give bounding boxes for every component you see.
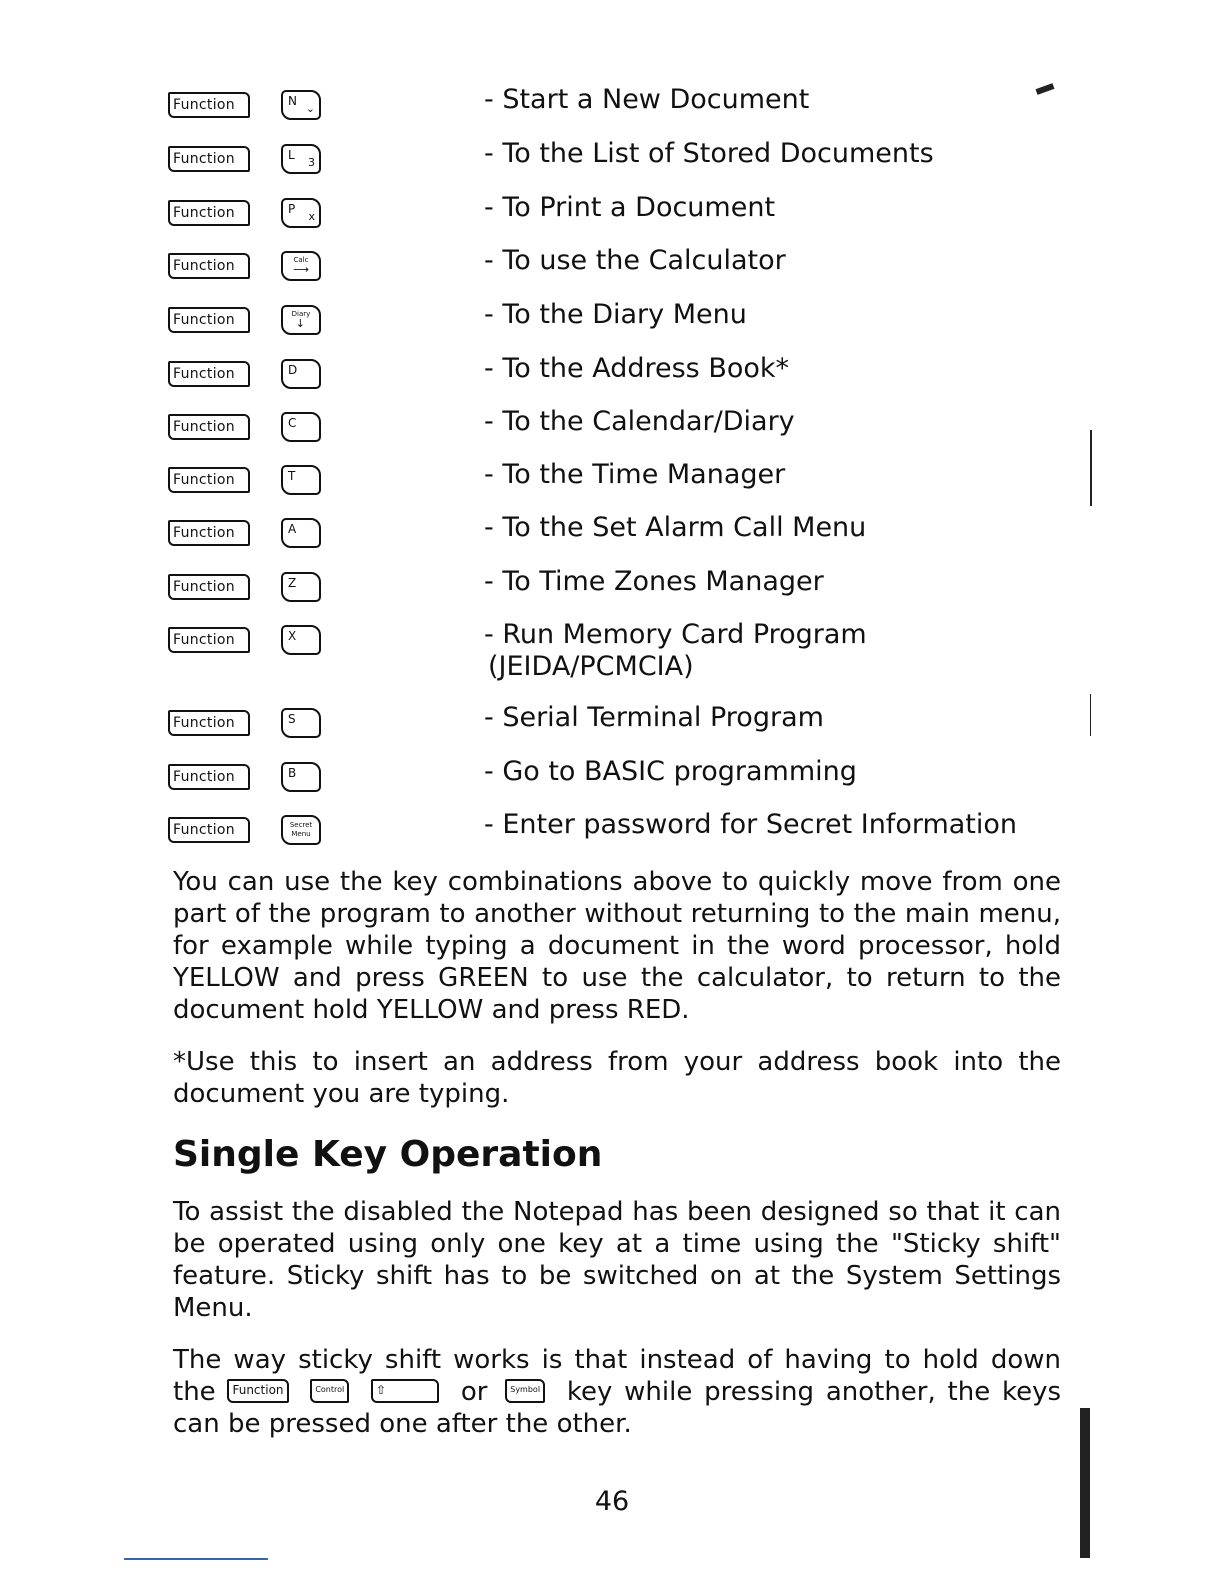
function-key: Function	[168, 414, 250, 440]
key-letter: X	[288, 629, 297, 643]
shortcut-row-address-book	[0, 353, 1224, 399]
shortcut-row-calendar	[0, 406, 1224, 452]
shortcut-description-line2: (JEIDA/PCMCIA)	[488, 651, 694, 682]
inline-or: or	[460, 1377, 488, 1407]
function-key: Function	[168, 627, 250, 653]
down-arrow-icon: ↓	[295, 317, 305, 330]
key-letter: S	[288, 712, 296, 726]
key-letter: L	[288, 148, 295, 162]
inline-control-key: Control	[310, 1379, 349, 1403]
key-letter: P	[288, 202, 296, 216]
inline-shift-key: ⇧	[371, 1379, 439, 1403]
scan-mark	[1090, 430, 1092, 506]
shortcut-description: - To Time Zones Manager	[484, 566, 824, 597]
scan-mark	[1090, 694, 1091, 736]
shortcut-row-print	[0, 192, 1224, 238]
para-text-end: key while pressing another, the keys can be pressed one after the other.	[173, 1377, 1062, 1439]
key-sub: x	[308, 210, 315, 223]
shortcut-row-memory-card	[0, 619, 1224, 695]
inline-function-key: Function	[227, 1379, 288, 1403]
key-label: Diary	[291, 310, 311, 318]
scan-mark	[1080, 1408, 1090, 1558]
shortcut-description: - Serial Terminal Program	[484, 702, 824, 733]
key-letter: A	[288, 522, 297, 536]
sticky-shift-how-paragraph	[173, 1344, 1061, 1440]
key-letter: B	[288, 766, 297, 780]
function-key: Function	[168, 253, 250, 279]
shortcut-row-time-manager	[0, 459, 1224, 505]
calc-key	[281, 251, 321, 281]
footnote-paragraph: *Use this to insert an address from your address book into the document you are typing.	[173, 1047, 1061, 1109]
scan-line	[124, 1558, 268, 1560]
function-key: Function	[168, 146, 250, 172]
shortcut-description: - To Print a Document	[484, 192, 776, 223]
page-number: 46	[594, 1486, 630, 1517]
sticky-shift-paragraph: To assist the disabled the Notepad has been designed so that it can be operated using only one key at a time using the "Sticky shift" feature. Sticky shift has to be switched on at the System Settings Menu.	[173, 1197, 1061, 1323]
a-key	[281, 518, 321, 548]
function-key: Function	[168, 307, 250, 333]
l-key	[281, 144, 321, 174]
shortcut-row-secret	[0, 809, 1224, 855]
para-text-start: The way sticky shift works is that instead of having to hold down the	[173, 1345, 1061, 1407]
key-letter: C	[288, 416, 297, 430]
shortcut-row-diary-menu	[0, 299, 1224, 345]
shortcut-row-calculator	[0, 245, 1224, 291]
arrow-icon: ⟶	[293, 263, 309, 276]
key-label: Secret Menu	[289, 821, 313, 838]
combo-info-paragraph: You can use the key combinations above to quickly move from one part of the program to another without returning to the main menu, for example while typing a document in the word processor, hold YELLOW and press GREEN to use the calculator, to return to the document hold YELLOW and press RED.	[173, 867, 1061, 1025]
shortcut-description: - Start a New Document	[484, 84, 810, 115]
shortcut-description: - To the Set Alarm Call Menu	[484, 512, 867, 543]
chevron-icon: ⌄	[305, 102, 315, 115]
function-key: Function	[168, 361, 250, 387]
shortcut-description: - To the Calendar/Diary	[484, 406, 795, 437]
shortcut-description: - To the Time Manager	[484, 459, 786, 490]
function-key: Function	[168, 574, 250, 600]
shortcut-description: - To the List of Stored Documents	[484, 138, 934, 169]
diary-key	[281, 305, 321, 335]
secret-menu-key	[281, 815, 321, 845]
inline-symbol-key: Symbol	[505, 1379, 545, 1403]
shortcut-row-serial-terminal	[0, 702, 1224, 748]
key-letter: D	[288, 363, 298, 377]
function-key: Function	[168, 92, 250, 118]
key-sub: 3	[308, 156, 315, 169]
z-key	[281, 572, 321, 602]
n-key	[281, 90, 321, 120]
d-key	[281, 359, 321, 389]
shortcut-description: - Run Memory Card Program	[484, 619, 867, 650]
t-key	[281, 465, 321, 495]
s-key	[281, 708, 321, 738]
key-letter: Z	[288, 576, 297, 590]
shortcut-row-basic	[0, 756, 1224, 802]
x-key	[281, 625, 321, 655]
section-heading: Single Key Operation	[173, 1134, 603, 1175]
shortcut-row-time-zones	[0, 566, 1224, 612]
function-key: Function	[168, 520, 250, 546]
function-key: Function	[168, 817, 250, 843]
function-key: Function	[168, 764, 250, 790]
shortcut-row-alarm	[0, 512, 1224, 558]
shortcut-description: - To the Address Book*	[484, 353, 790, 384]
p-key	[281, 198, 321, 228]
b-key	[281, 762, 321, 792]
shortcut-description: - Enter password for Secret Information	[484, 809, 1018, 840]
key-label: Calc	[293, 256, 309, 264]
shortcut-row-new-document	[0, 84, 1224, 130]
function-key: Function	[168, 467, 250, 493]
shortcut-description: - Go to BASIC programming	[484, 756, 857, 787]
shortcut-description: - To use the Calculator	[484, 245, 786, 276]
key-letter: N	[288, 94, 297, 108]
shortcut-description: - To the Diary Menu	[484, 299, 747, 330]
key-letter: T	[288, 469, 296, 483]
function-key: Function	[168, 710, 250, 736]
shortcut-row-list-documents	[0, 138, 1224, 184]
c-key	[281, 412, 321, 442]
function-key: Function	[168, 200, 250, 226]
